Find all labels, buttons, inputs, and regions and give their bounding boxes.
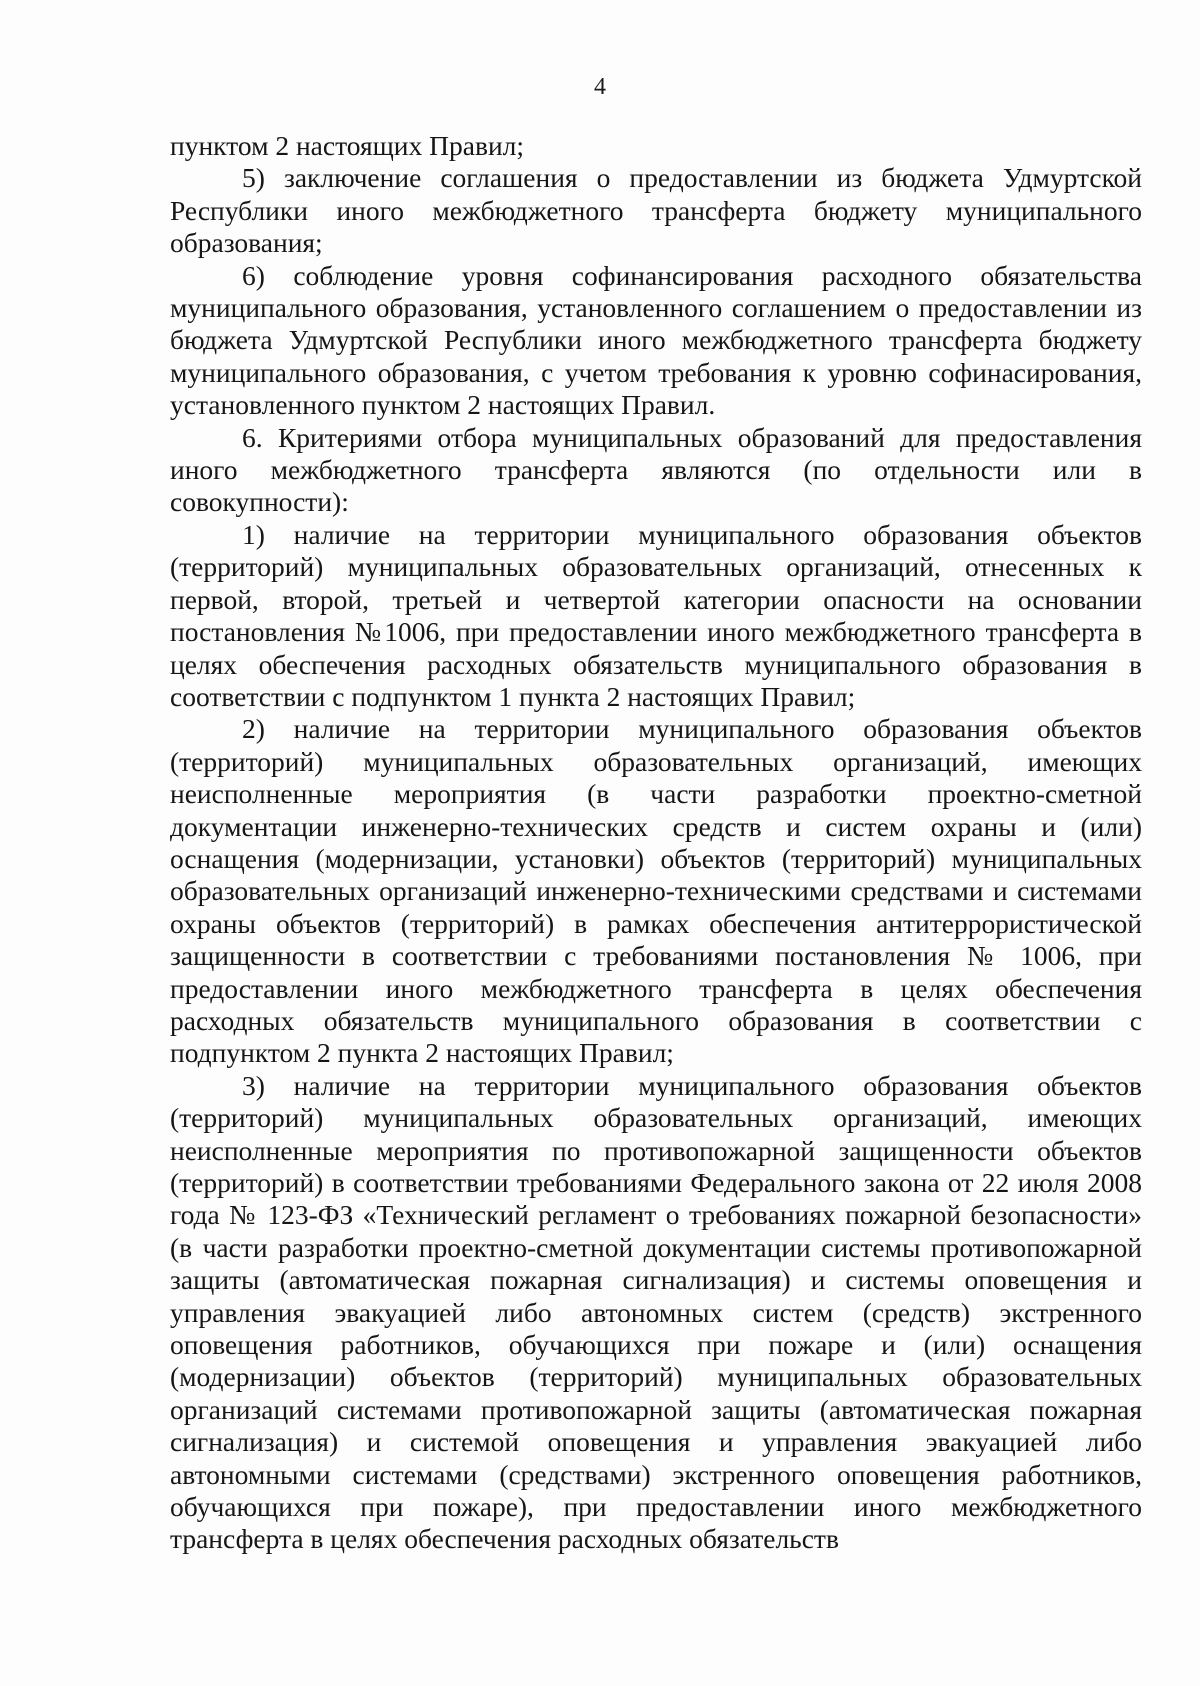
paragraph-criterion-1: 1) наличие на территории муниципального образования объектов (территорий) муниципальных образовательных организаций, отнесенных к первой, второй, третьей и четвертой категории опасности на основании постановления №1006, при предоставлении иного межбюджетного трансферта в целях обеспечения расходных обязательств муниципального образования в соответствии с подпунктом 1 пункта 2 настоящих Правил; (170, 518, 1142, 712)
document-body (170, 130, 1142, 1556)
paragraph-item-6: 6) соблюдение уровня софинансирования расходного обязательства муниципального образования, установленного соглашением о предоставлении из бюджета Удмуртской Республики иного межбюджетного трансферта бюджету муниципального образования, с учетом требования к уровню софинасирования, установленного пунктом 2 настоящих Правил. (170, 259, 1142, 421)
paragraph-criterion-3: 3) наличие на территории муниципального образования объектов (территорий) муниципальных образовательных организаций, имеющих неисполненные мероприятия по противопожарной защищенности объектов (территорий) в соответствии требованиями Федерального закона от 22 июля 2008 года № 123-ФЗ «Технический регламент о требованиях пожарной безопасности» (в части разработки проектно-сметной документации системы противопожарной защиты (автоматическая пожарная сигнализация) и системы оповещения и управления эвакуацией либо автономных систем (средств) экстренного оповещения работников, обучающихся при пожаре и (или) оснащения (модернизации) объектов (территорий) муниципальных образовательных организаций системами противопожарной защиты (автоматическая пожарная сигнализация) и системой оповещения и управления эвакуацией либо автономными системами (средствами) экстренного оповещения работников, обучающихся при пожаре), при предоставлении иного межбюджетного трансферта в целях обеспечения расходных обязательств (170, 1069, 1142, 1555)
page-number: 4 (594, 74, 606, 100)
paragraph-section-6: 6. Критериями отбора муниципальных образований для предоставления иного межбюджетного трансферта являются (по отдельности или в совокупности): (170, 421, 1142, 518)
paragraph-criterion-2: 2) наличие на территории муниципального образования объектов (территорий) муниципальных образовательных организаций, имеющих неисполненные мероприятия (в части разработки проектно-сметной документации инженерно-технических средств и систем охраны и (или) оснащения (модернизации, установки) объектов (территорий) муниципальных образовательных организаций инженерно-техническими средствами и системами охраны объектов (территорий) в рамках обеспечения антитеррористической защищенности в соответствии с требованиями постановления № 1006, при предоставлении иного межбюджетного трансферта в целях обеспечения расходных обязательств муниципального образования в соответствии с подпунктом 2 пункта 2 настоящих Правил; (170, 713, 1142, 1069)
paragraph-continuation: пунктом 2 настоящих Правил; (170, 130, 525, 161)
paragraph-item-5: 5) заключение соглашения о предоставлении из бюджета Удмуртской Республики иного межбюджетного трансферта бюджету муниципального образования; (170, 162, 1142, 259)
